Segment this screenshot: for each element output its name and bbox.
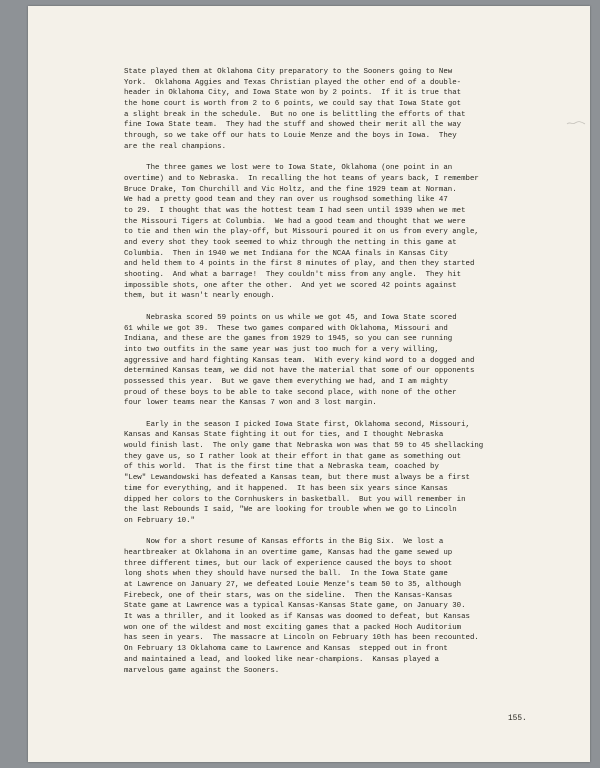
text-line: header in Oklahoma City, and Iowa State won by 2 points. If it is true that: [124, 89, 462, 98]
text-line: of this world. That is the first time that a Nebraska team, coached by: [124, 463, 439, 472]
text-line: Nebraska scored 59 points on us while we got 45, and Iowa State scored: [124, 313, 457, 322]
text-line: at Lawrence on January 27, we defeated Louie Menze's team 50 to 35, although: [124, 581, 462, 589]
text-line: possessed this year. But we gave them everything we had, and I am mighty: [124, 377, 448, 386]
text-line: time for everything, and it happened. It has been six years since Kansas: [124, 484, 448, 493]
text-line: State played them at Oklahoma City preparatory to the Sooners going to New: [124, 68, 453, 76]
text-line: shooting. And what a barrage! They couldn't miss from any angle. They hit: [124, 271, 462, 280]
text-line: Columbia. Then in 1940 we met Indiana for the NCAA finals in Kansas City: [124, 249, 448, 258]
text-line: Kansas and Kansas State fighting it out for ties, and I thought Nebraska: [124, 431, 444, 440]
text-line: marvelous game against the Sooners.: [124, 666, 280, 675]
text-line: On February 13 Oklahoma came to Lawrence and Kansas stepped out in front: [124, 645, 448, 654]
text-line: has seen in years. The massacre at Lincoln on February 10th has been recounted.: [124, 634, 479, 643]
text-line: to 29. I thought that was the hottest team I had seen until 1939 when we met: [124, 206, 466, 215]
text-line: proud of these boys to be able to take second place, with none of the other: [124, 388, 457, 397]
text-line: they gave us, so I rather look at their effort in that game as something out: [124, 452, 462, 461]
text-line: to tie and then win the play-off, but Missouri poured it on us from every angle,: [124, 228, 479, 237]
paragraph-gap: [124, 527, 566, 538]
text-line: won one of the wildest and most exciting games that a packed Hoch Auditorium: [124, 623, 462, 632]
text-line: dipped her colors to the Cornhuskers in basketball. But you will remember in: [124, 495, 466, 504]
text-line: We had a pretty good team and they ran over us roughsod something like 47: [124, 196, 448, 205]
paragraph: [124, 313, 566, 409]
text-line: and every shot they took seemed to whiz through the netting in this game at: [124, 239, 457, 247]
text-line: a slight break in the schedule. But no one is belittling the efforts of that: [124, 110, 466, 119]
paragraph: [124, 537, 566, 676]
text-line: would finish last. The only game that Nebraska won was that 59 to 45 shellacking: [124, 442, 484, 451]
text-line: three different times, but our lack of experience caused the boys to shoot: [124, 559, 453, 568]
text-line: four lower teams near the Kansas 7 won and 3 lost margin.: [124, 399, 377, 408]
text-line: impossible shots, one after the other. And yet we scored 42 points against: [124, 281, 457, 290]
page-number: 155.: [508, 715, 527, 723]
text-line: on February 10.": [124, 516, 195, 525]
text-line: fine Iowa State team. They had the stuff and showed their merit all the way: [124, 121, 462, 130]
paragraph: [124, 67, 566, 153]
paragraph-gap: [124, 409, 566, 420]
text-line: 61 while we got 39. These two games compared with Oklahoma, Missouri and: [124, 324, 448, 333]
text-line: State game at Lawrence was a typical Kansas-Kansas State game, on January 30.: [124, 602, 466, 611]
text-line: Bruce Drake, Tom Churchill and Vic Holtz, and the fine 1929 team at Norman.: [124, 185, 457, 194]
text-line: Indiana, and these are the games from 1929 to 1945, so you can see running: [124, 335, 453, 344]
paragraph-gap: [124, 302, 566, 313]
text-line: through, so we take off our hats to Louie Menze and the boys in Iowa. They: [124, 132, 457, 141]
text-line: the home court is worth from 2 to 6 points, we could say that Iowa State got: [124, 100, 462, 109]
text-line: Firebeck, one of their stars, was on the sideline. Then the Kansas-Kansas: [124, 591, 453, 600]
text-line: Early in the season I picked Iowa State first, Oklahoma second, Missouri,: [124, 420, 470, 429]
text-line: heartbreaker at Oklahoma in an overtime game, Kansas had the game sewed up: [124, 548, 453, 557]
text-line: The three games we lost were to Iowa State, Oklahoma (one point in an: [124, 164, 453, 173]
paragraph: [124, 163, 566, 302]
text-line: determined Kansas team, we did not have the material that some of our opponents: [124, 367, 475, 376]
text-line: into two outfits in the same year was just too much for a very willing,: [124, 345, 439, 354]
typed-body: [124, 67, 566, 676]
typed-page: [28, 6, 590, 762]
text-line: are the real champions.: [124, 142, 227, 151]
paragraph: [124, 420, 566, 527]
text-line: "Lew" Lewandowski has defeated a Kansas team, but there must always be a first: [124, 474, 470, 483]
paragraph-gap: [124, 153, 566, 164]
text-line: aggressive and hard fighting Kansas team. With every kind word to a dogged and: [124, 356, 475, 365]
text-line: overtime) and to Nebraska. In recalling the hot teams of years back, I remember: [124, 174, 479, 183]
text-line: the last Rebounds I said, "We are looking for trouble when we go to Lincoln: [124, 506, 457, 515]
text-line: the Missouri Tigers at Columbia. We had a good team and thought that we were: [124, 217, 466, 226]
text-line: and held them to 4 points in the first 8 minutes of play, and then they started: [124, 260, 475, 269]
text-line: Now for a short resume of Kansas efforts in the Big Six. We lost a: [124, 538, 444, 547]
text-line: long shots when they should have nursed the ball. In the Iowa State game: [124, 570, 448, 579]
text-line: and maintained a lead, and looked like near-champions. Kansas played a: [124, 655, 439, 664]
faint-margin-mark: [566, 120, 586, 126]
text-line: them, but it wasn't nearly enough.: [124, 292, 275, 301]
text-line: York. Oklahoma Aggies and Texas Christian played the other end of a double-: [124, 78, 462, 87]
text-line: It was a thriller, and it looked as if Kansas was doomed to defeat, but Kansas: [124, 613, 470, 622]
